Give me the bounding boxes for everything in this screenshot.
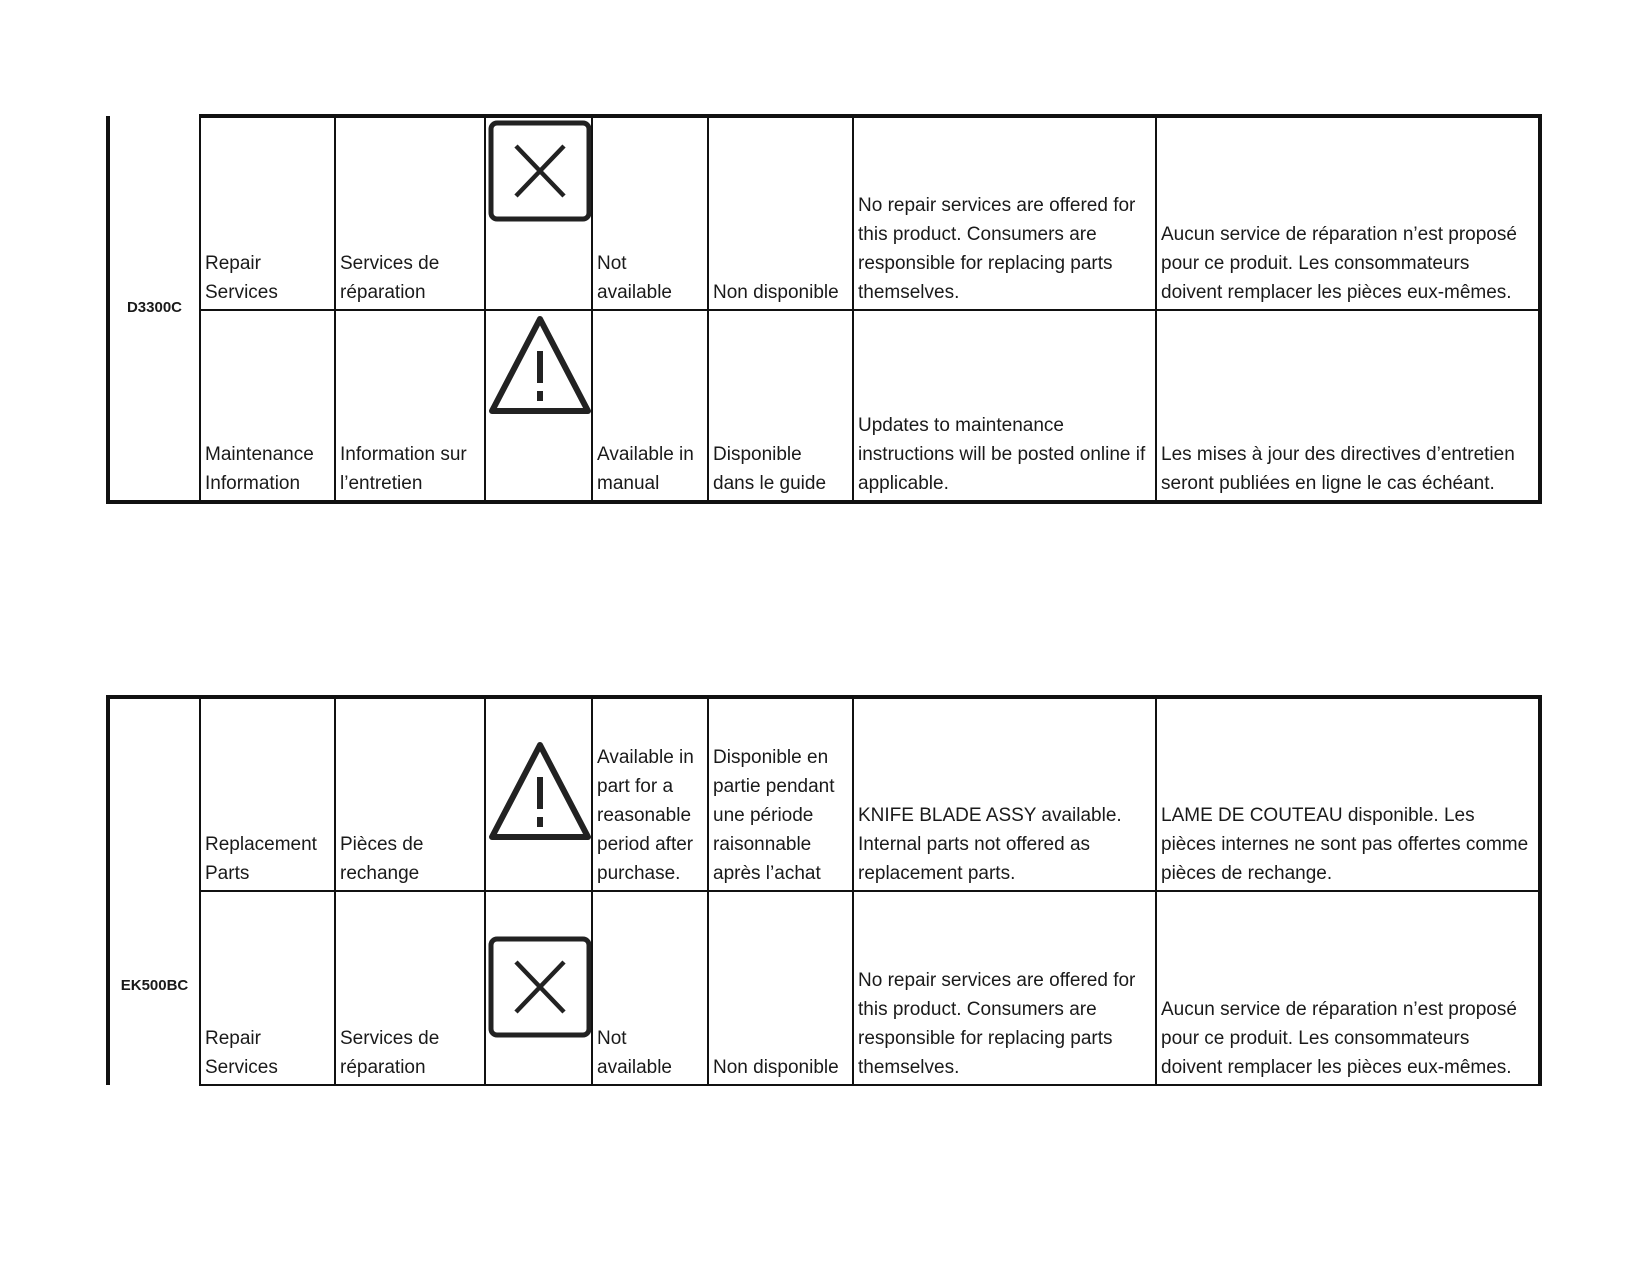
status-icon-cell	[485, 116, 592, 310]
table-row	[108, 891, 1540, 1085]
model-number: EK500BC	[108, 697, 200, 1085]
x-mark-icon	[488, 936, 592, 1038]
status-en: Not available	[592, 891, 708, 1085]
table-row	[108, 697, 1540, 891]
details-en: No repair services are offered for this product. Consumers are responsible for replacing parts themselves.	[853, 116, 1156, 310]
item-en: Maintenance Information	[200, 310, 335, 502]
x-mark-icon	[488, 120, 592, 222]
status-icon-cell	[485, 891, 592, 1085]
table-row	[108, 310, 1540, 502]
table-row	[108, 116, 1540, 310]
details-fr: Aucun service de réparation n’est proposé pour ce produit. Les consommateurs doivent remplacer les pièces eux-mêmes.	[1156, 891, 1540, 1085]
item-fr: Services de réparation	[335, 891, 485, 1085]
status-en: Available in manual	[592, 310, 708, 502]
table-d3300c	[106, 114, 1538, 504]
details-fr: LAME DE COUTEAU disponible. Les pièces internes ne sont pas offertes comme pièces de rechange.	[1156, 697, 1540, 891]
item-en: Repair Services	[200, 891, 335, 1085]
warning-triangle-icon	[488, 739, 592, 843]
status-en: Not available	[592, 116, 708, 310]
repair-info-table	[106, 114, 1542, 504]
details-fr: Aucun service de réparation n’est proposé pour ce produit. Les consommateurs doivent remplacer les pièces eux-mêmes.	[1156, 116, 1540, 310]
status-icon-cell	[485, 697, 592, 891]
warning-triangle-icon	[488, 313, 592, 417]
table-ek500bc	[106, 695, 1538, 1086]
status-fr: Non disponible	[708, 891, 853, 1085]
item-fr: Pièces de rechange	[335, 697, 485, 891]
status-fr: Disponible en partie pendant une période raisonnable après l’achat	[708, 697, 853, 891]
details-en: Updates to maintenance instructions will be posted online if applicable.	[853, 310, 1156, 502]
model-number: D3300C	[108, 116, 200, 502]
repair-info-table	[106, 695, 1542, 1086]
item-fr: Services de réparation	[335, 116, 485, 310]
item-en: Replacement Parts	[200, 697, 335, 891]
status-icon-cell	[485, 310, 592, 502]
item-fr: Information sur l’entretien	[335, 310, 485, 502]
status-en: Available in part for a reasonable period after purchase.	[592, 697, 708, 891]
details-en: KNIFE BLADE ASSY available. Internal parts not offered as replacement parts.	[853, 697, 1156, 891]
details-fr: Les mises à jour des directives d’entretien seront publiées en ligne le cas échéant.	[1156, 310, 1540, 502]
details-en: No repair services are offered for this product. Consumers are responsible for replacing parts themselves.	[853, 891, 1156, 1085]
status-fr: Disponible dans le guide	[708, 310, 853, 502]
status-fr: Non disponible	[708, 116, 853, 310]
item-en: Repair Services	[200, 116, 335, 310]
